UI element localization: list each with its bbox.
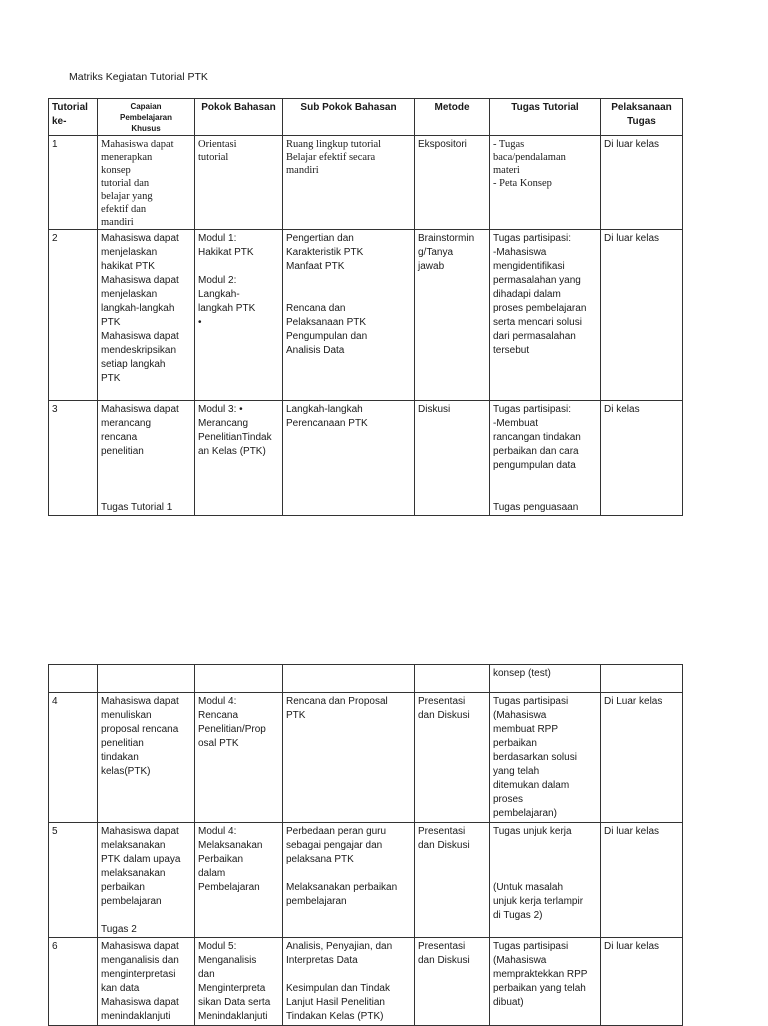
cell-capaian: Mahasiswa dapat menerapkan konsep tutorial dan belajar yang efektif dan mandiri <box>98 136 195 230</box>
header-pokok-bahasan: Pokok Bahasan <box>195 99 283 136</box>
cell-pokok-bahasan <box>195 665 283 693</box>
cell-metode: Brainstormin g/Tanya jawab <box>415 230 490 401</box>
cell-tugas-tutorial: Tugas partisipasi (Mahasiswa membuat RPP perbaikan berdasarkan solusi yang telah ditemukan dalam proses pembelajaran) <box>490 693 601 823</box>
cell-pelaksanaan: Di luar kelas <box>601 823 683 938</box>
document-title: Matriks Kegiatan Tutorial PTK <box>69 71 208 83</box>
cell-tutorial-no: 5 <box>49 823 98 938</box>
cell-pelaksanaan: Di kelas <box>601 401 683 516</box>
header-tugas-tutorial: Tugas Tutorial <box>490 99 601 136</box>
cell-tutorial-no <box>49 665 98 693</box>
cell-sub-pokok-bahasan: Pengertian dan Karakteristik PTK Manfaat PTK Rencana dan Pelaksanaan PTK Pengumpulan dan Analisis Data <box>283 230 415 401</box>
header-capaian: Capaian Pembelajaran Khusus <box>98 99 195 136</box>
cell-tutorial-no: 4 <box>49 693 98 823</box>
cell-pelaksanaan: Di luar kelas <box>601 230 683 401</box>
cell-tugas-tutorial: konsep (test) <box>490 665 601 693</box>
cell-pokok-bahasan: Orientasi tutorial <box>195 136 283 230</box>
cell-capaian: Mahasiswa dapat menjelaskan hakikat PTK Mahasiswa dapat menjelaskan langkah-langkah PTK Mahasiswa dapat mendeskripsikan setiap langkah PTK <box>98 230 195 401</box>
table-row <box>49 693 683 823</box>
cell-sub-pokok-bahasan: Ruang lingkup tutorial Belajar efektif secara mandiri <box>283 136 415 230</box>
header-sub-pokok-bahasan: Sub Pokok Bahasan <box>283 99 415 136</box>
cell-pelaksanaan: Di luar kelas <box>601 938 683 1026</box>
cell-pelaksanaan <box>601 665 683 693</box>
tutorial-matrix-table-continued <box>48 664 683 1026</box>
cell-metode: Presentasi dan Diskusi <box>415 693 490 823</box>
cell-tutorial-no: 1 <box>49 136 98 230</box>
table-row <box>49 401 683 516</box>
cell-pelaksanaan: Di Luar kelas <box>601 693 683 823</box>
table-row <box>49 230 683 401</box>
cell-sub-pokok-bahasan: Rencana dan Proposal PTK <box>283 693 415 823</box>
cell-capaian: Mahasiswa dapat menganalisis dan menginterpretasi kan data Mahasiswa dapat menindaklanjuti <box>98 938 195 1026</box>
cell-metode <box>415 665 490 693</box>
tutorial-matrix-table <box>48 98 683 516</box>
cell-metode: Presentasi dan Diskusi <box>415 823 490 938</box>
cell-tugas-tutorial: Tugas unjuk kerja (Untuk masalah unjuk kerja terlampir di Tugas 2) <box>490 823 601 938</box>
cell-tugas-tutorial: Tugas partisipasi (Mahasiswa mempraktekkan RPP perbaikan yang telah dibuat) <box>490 938 601 1026</box>
cell-pokok-bahasan: Modul 5: Menganalisis dan Menginterpreta sikan Data serta Menindaklanjuti <box>195 938 283 1026</box>
cell-capaian: Mahasiswa dapat melaksanakan PTK dalam upaya melaksanakan perbaikan pembelajaran Tugas 2 <box>98 823 195 938</box>
header-tutorial-ke: Tutorial ke- <box>49 99 98 136</box>
cell-pokok-bahasan: Modul 1: Hakikat PTK Modul 2: Langkah- langkah PTK • <box>195 230 283 401</box>
cell-metode: Presentasi dan Diskusi <box>415 938 490 1026</box>
header-metode: Metode <box>415 99 490 136</box>
cell-capaian: Mahasiswa dapat merancang rencana penelitian Tugas Tutorial 1 <box>98 401 195 516</box>
cell-sub-pokok-bahasan <box>283 665 415 693</box>
cell-capaian: Mahasiswa dapat menuliskan proposal rencana penelitian tindakan kelas(PTK) <box>98 693 195 823</box>
cell-sub-pokok-bahasan: Analisis, Penyajian, dan Interpretas Data Kesimpulan dan Tindak Lanjut Hasil Penelitian Tindakan Kelas (PTK) <box>283 938 415 1026</box>
cell-tutorial-no: 3 <box>49 401 98 516</box>
table-header-row <box>49 99 683 136</box>
cell-pokok-bahasan: Modul 4: Rencana Penelitian/Prop osal PTK <box>195 693 283 823</box>
table-row <box>49 823 683 938</box>
cell-tugas-tutorial: Tugas partisipasi: -Membuat rancangan tindakan perbaikan dan cara pengumpulan data Tugas penguasaan <box>490 401 601 516</box>
cell-pokok-bahasan: Modul 3: • Merancang PenelitianTindak an Kelas (PTK) <box>195 401 283 516</box>
header-pelaksanaan-tugas: Pelaksanaan Tugas <box>601 99 683 136</box>
cell-pokok-bahasan: Modul 4: Melaksanakan Perbaikan dalam Pembelajaran <box>195 823 283 938</box>
cell-sub-pokok-bahasan: Langkah-langkah Perencanaan PTK <box>283 401 415 516</box>
cell-capaian <box>98 665 195 693</box>
table-row <box>49 665 683 693</box>
cell-sub-pokok-bahasan: Perbedaan peran guru sebagai pengajar dan pelaksana PTK Melaksanakan perbaikan pembelajaran <box>283 823 415 938</box>
cell-tugas-tutorial: Tugas partisipasi: -Mahasiswa mengidentifikasi permasalahan yang dihadapi dalam proses pembelajaran serta mencari solusi dari permasalahan tersebut <box>490 230 601 401</box>
cell-tugas-tutorial: - Tugas baca/pendalaman materi - Peta Konsep <box>490 136 601 230</box>
cell-metode: Diskusi <box>415 401 490 516</box>
cell-pelaksanaan: Di luar kelas <box>601 136 683 230</box>
cell-tutorial-no: 6 <box>49 938 98 1026</box>
cell-tutorial-no: 2 <box>49 230 98 401</box>
cell-metode: Ekspositori <box>415 136 490 230</box>
table-row <box>49 136 683 230</box>
table-row <box>49 938 683 1026</box>
